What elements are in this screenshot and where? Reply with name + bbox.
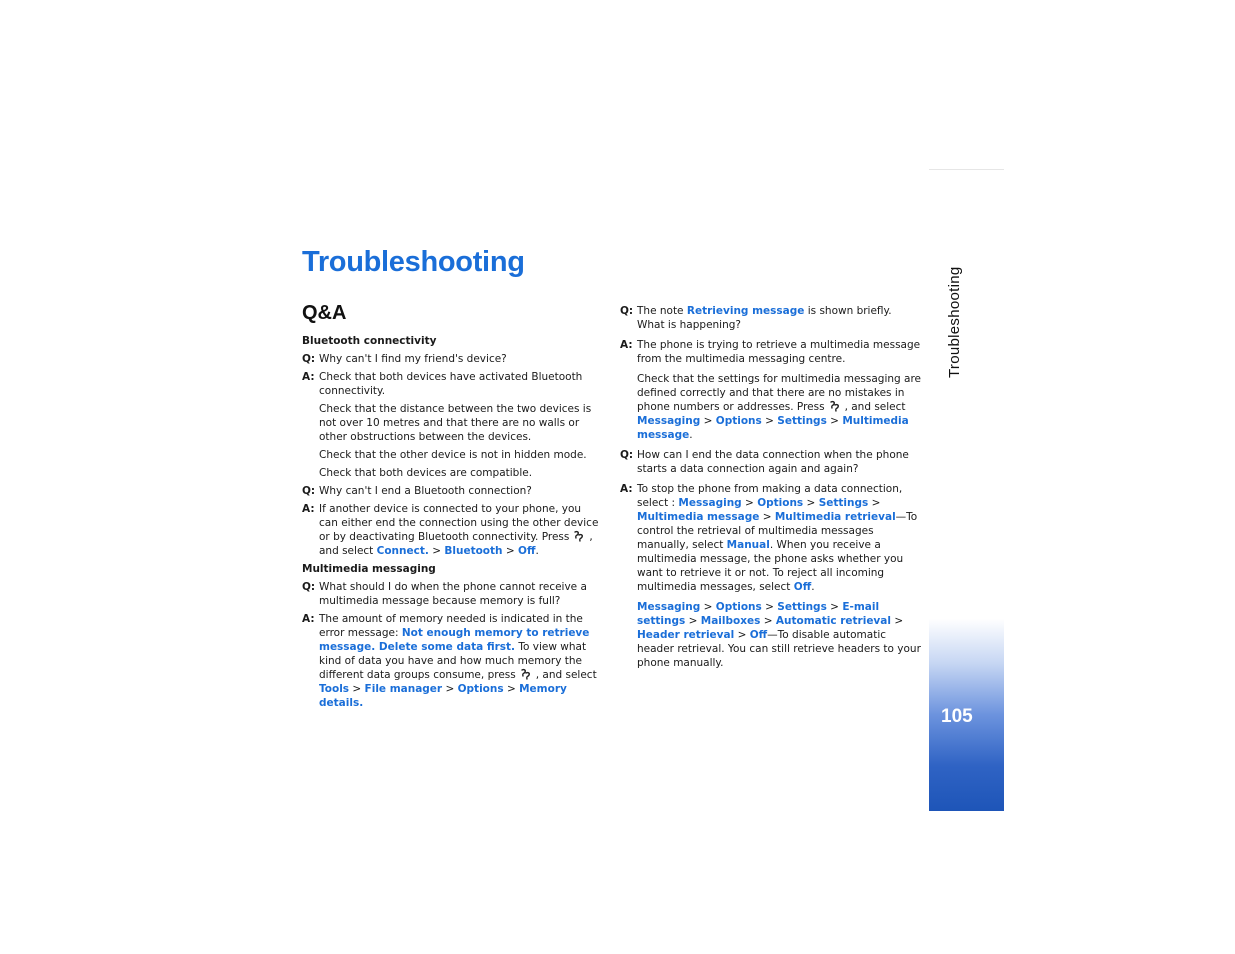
q-text: Why can't I find my friend's device?: [319, 353, 507, 365]
text-run: To stop the phone from making a data connection, select :: [637, 483, 903, 509]
page-title: Troubleshooting: [302, 246, 525, 278]
answer-paragraph: Check that both devices are compatible.: [319, 467, 533, 479]
menu-key-icon: [828, 400, 842, 412]
a-label: A:: [620, 339, 633, 351]
text-run: If another device is connected to your phone, you can either end the connection using the other device or by deactivating Bluetooth connectivity. Press: [319, 503, 599, 543]
a-label: A:: [302, 503, 315, 515]
menu-path-item: Tools: [319, 683, 350, 695]
menu-separator: >: [871, 497, 881, 509]
q-label: Q:: [302, 581, 316, 593]
answer-paragraph: [637, 372, 922, 442]
a-label: A:: [302, 613, 315, 625]
q-text: What should I do when the phone cannot receive a multimedia message because memory is full?: [319, 581, 587, 607]
menu-separator: >: [830, 601, 839, 613]
question-data-connection: [620, 448, 922, 476]
menu-path-item: Messaging: [637, 415, 701, 427]
text-run: is shown briefly. What is happening?: [637, 305, 892, 331]
menu-separator: >: [703, 415, 713, 427]
menu-path-item: Mailboxes: [700, 615, 761, 627]
menu-separator: >: [506, 683, 516, 695]
question-bt-end: [302, 484, 600, 498]
q-text: [637, 304, 922, 332]
menu-separator: >: [762, 511, 772, 523]
menu-separator: >: [806, 497, 816, 509]
answer-memory-full: [302, 612, 600, 710]
menu-separator: >: [765, 415, 774, 427]
menu-path-item: Memory details.: [319, 683, 567, 709]
menu-path-item: Automatic retrieval: [775, 615, 891, 627]
q-text: Why can't I end a Bluetooth connection?: [319, 485, 532, 497]
chapter-tab-label: Troubleshooting: [946, 266, 963, 378]
menu-path-item: Off: [518, 545, 536, 557]
text-run: .: [689, 429, 693, 441]
a-text: [319, 612, 600, 710]
menu-path-item: Header retrieval: [637, 629, 735, 641]
text-run: —To disable automatic header retrieval. You can still retrieve headers to your phone manually.: [637, 629, 921, 669]
menu-separator: >: [352, 683, 362, 695]
q-label: Q:: [620, 305, 634, 317]
text-run: .: [811, 581, 815, 593]
answer-paragraph: [637, 600, 922, 670]
error-message: Not enough memory to retrieve message. Delete some data first.: [319, 627, 590, 653]
text-run: Check that the settings for multimedia messaging are defined correctly and that there are no mistakes in phone numbers or addresses. Press: [637, 373, 922, 413]
menu-separator: >: [830, 415, 839, 427]
note-name: Retrieving message: [686, 305, 805, 317]
text-run: To view what kind of data you have and how much memory the different data groups consume, press: [319, 641, 587, 681]
section-heading: Q&A: [302, 302, 347, 324]
menu-path-item: Off: [793, 581, 812, 593]
answer-bt-end: [302, 502, 600, 558]
answer-bt-find: [302, 370, 600, 398]
a-text: [319, 502, 600, 558]
menu-separator: >: [745, 497, 754, 509]
question-bt-find: [302, 352, 600, 366]
menu-separator: >: [894, 615, 904, 627]
menu-path-item: Options: [457, 683, 504, 695]
menu-path-item: File manager: [364, 683, 443, 695]
menu-path-item: E-mail settings: [637, 601, 880, 627]
a-text: Check that both devices have activated Bluetooth connectivity.: [319, 371, 583, 397]
menu-path-item: Messaging: [637, 601, 701, 613]
a-label: A:: [620, 483, 633, 495]
page-number: 105: [941, 706, 973, 727]
question-memory-full: [302, 580, 600, 608]
text-run: , and select: [319, 531, 593, 557]
menu-separator: >: [737, 629, 747, 641]
a-label: A:: [302, 371, 315, 383]
menu-path-item: Bluetooth: [444, 545, 503, 557]
multimedia-heading: Multimedia messaging: [302, 563, 436, 575]
menu-path-item: Messaging: [678, 497, 742, 509]
answer-data-connection: [620, 482, 922, 594]
menu-path-item: Connect.: [376, 545, 429, 557]
text-run: .: [535, 545, 539, 557]
bluetooth-heading: Bluetooth connectivity: [302, 335, 437, 347]
question-retrieving: [620, 304, 922, 332]
text-run: The amount of memory needed is indicated in the error message:: [319, 613, 583, 639]
answer-paragraph: Check that the distance between the two devices is not over 10 metres and that there are no walls or other obstructions between the devices.: [319, 403, 592, 443]
menu-path-item: Settings: [818, 497, 869, 509]
menu-separator: >: [505, 545, 515, 557]
q-label: Q:: [302, 353, 316, 365]
left-column: [302, 334, 600, 714]
menu-path-item: Multimedia message: [637, 511, 760, 523]
menu-key-icon: [519, 668, 533, 680]
menu-path-item: Options: [757, 497, 804, 509]
menu-path-item: Settings: [777, 601, 827, 613]
menu-path-item: Off: [749, 629, 768, 641]
q-label: Q:: [620, 449, 634, 461]
a-text: [637, 482, 922, 594]
menu-key-icon: [572, 530, 586, 542]
menu-separator: >: [763, 615, 773, 627]
text-run: —To control the retrieval of multimedia messages manually, select: [637, 511, 918, 551]
answer-retrieving: [620, 338, 922, 366]
menu-separator: >: [432, 545, 442, 557]
a-text: The phone is trying to retrieve a multimedia message from the multimedia messaging centre.: [637, 339, 921, 365]
text-run: The note: [637, 305, 684, 317]
text-run: , and select: [535, 669, 597, 681]
right-column: [620, 304, 922, 674]
menu-path-item: Manual: [726, 539, 770, 551]
menu-separator: >: [445, 683, 455, 695]
menu-separator: >: [703, 601, 713, 613]
menu-path-item: Options: [715, 415, 762, 427]
text-run: , and select: [844, 401, 906, 413]
answer-paragraph: Check that the other device is not in hidden mode.: [319, 449, 587, 461]
menu-path-item: Options: [715, 601, 762, 613]
menu-path-item: Settings: [777, 415, 827, 427]
q-text: How can I end the data connection when the phone starts a data connection again and again?: [637, 449, 909, 475]
menu-path-item: Multimedia retrieval: [774, 511, 896, 523]
q-label: Q:: [302, 485, 316, 497]
menu-separator: >: [765, 601, 774, 613]
text-run: . When you receive a multimedia message, the phone asks whether you want to retrieve it or not. To reject all incoming multimedia messages, select: [637, 539, 904, 593]
menu-path-item: Multimedia message: [637, 415, 909, 441]
menu-separator: >: [688, 615, 698, 627]
